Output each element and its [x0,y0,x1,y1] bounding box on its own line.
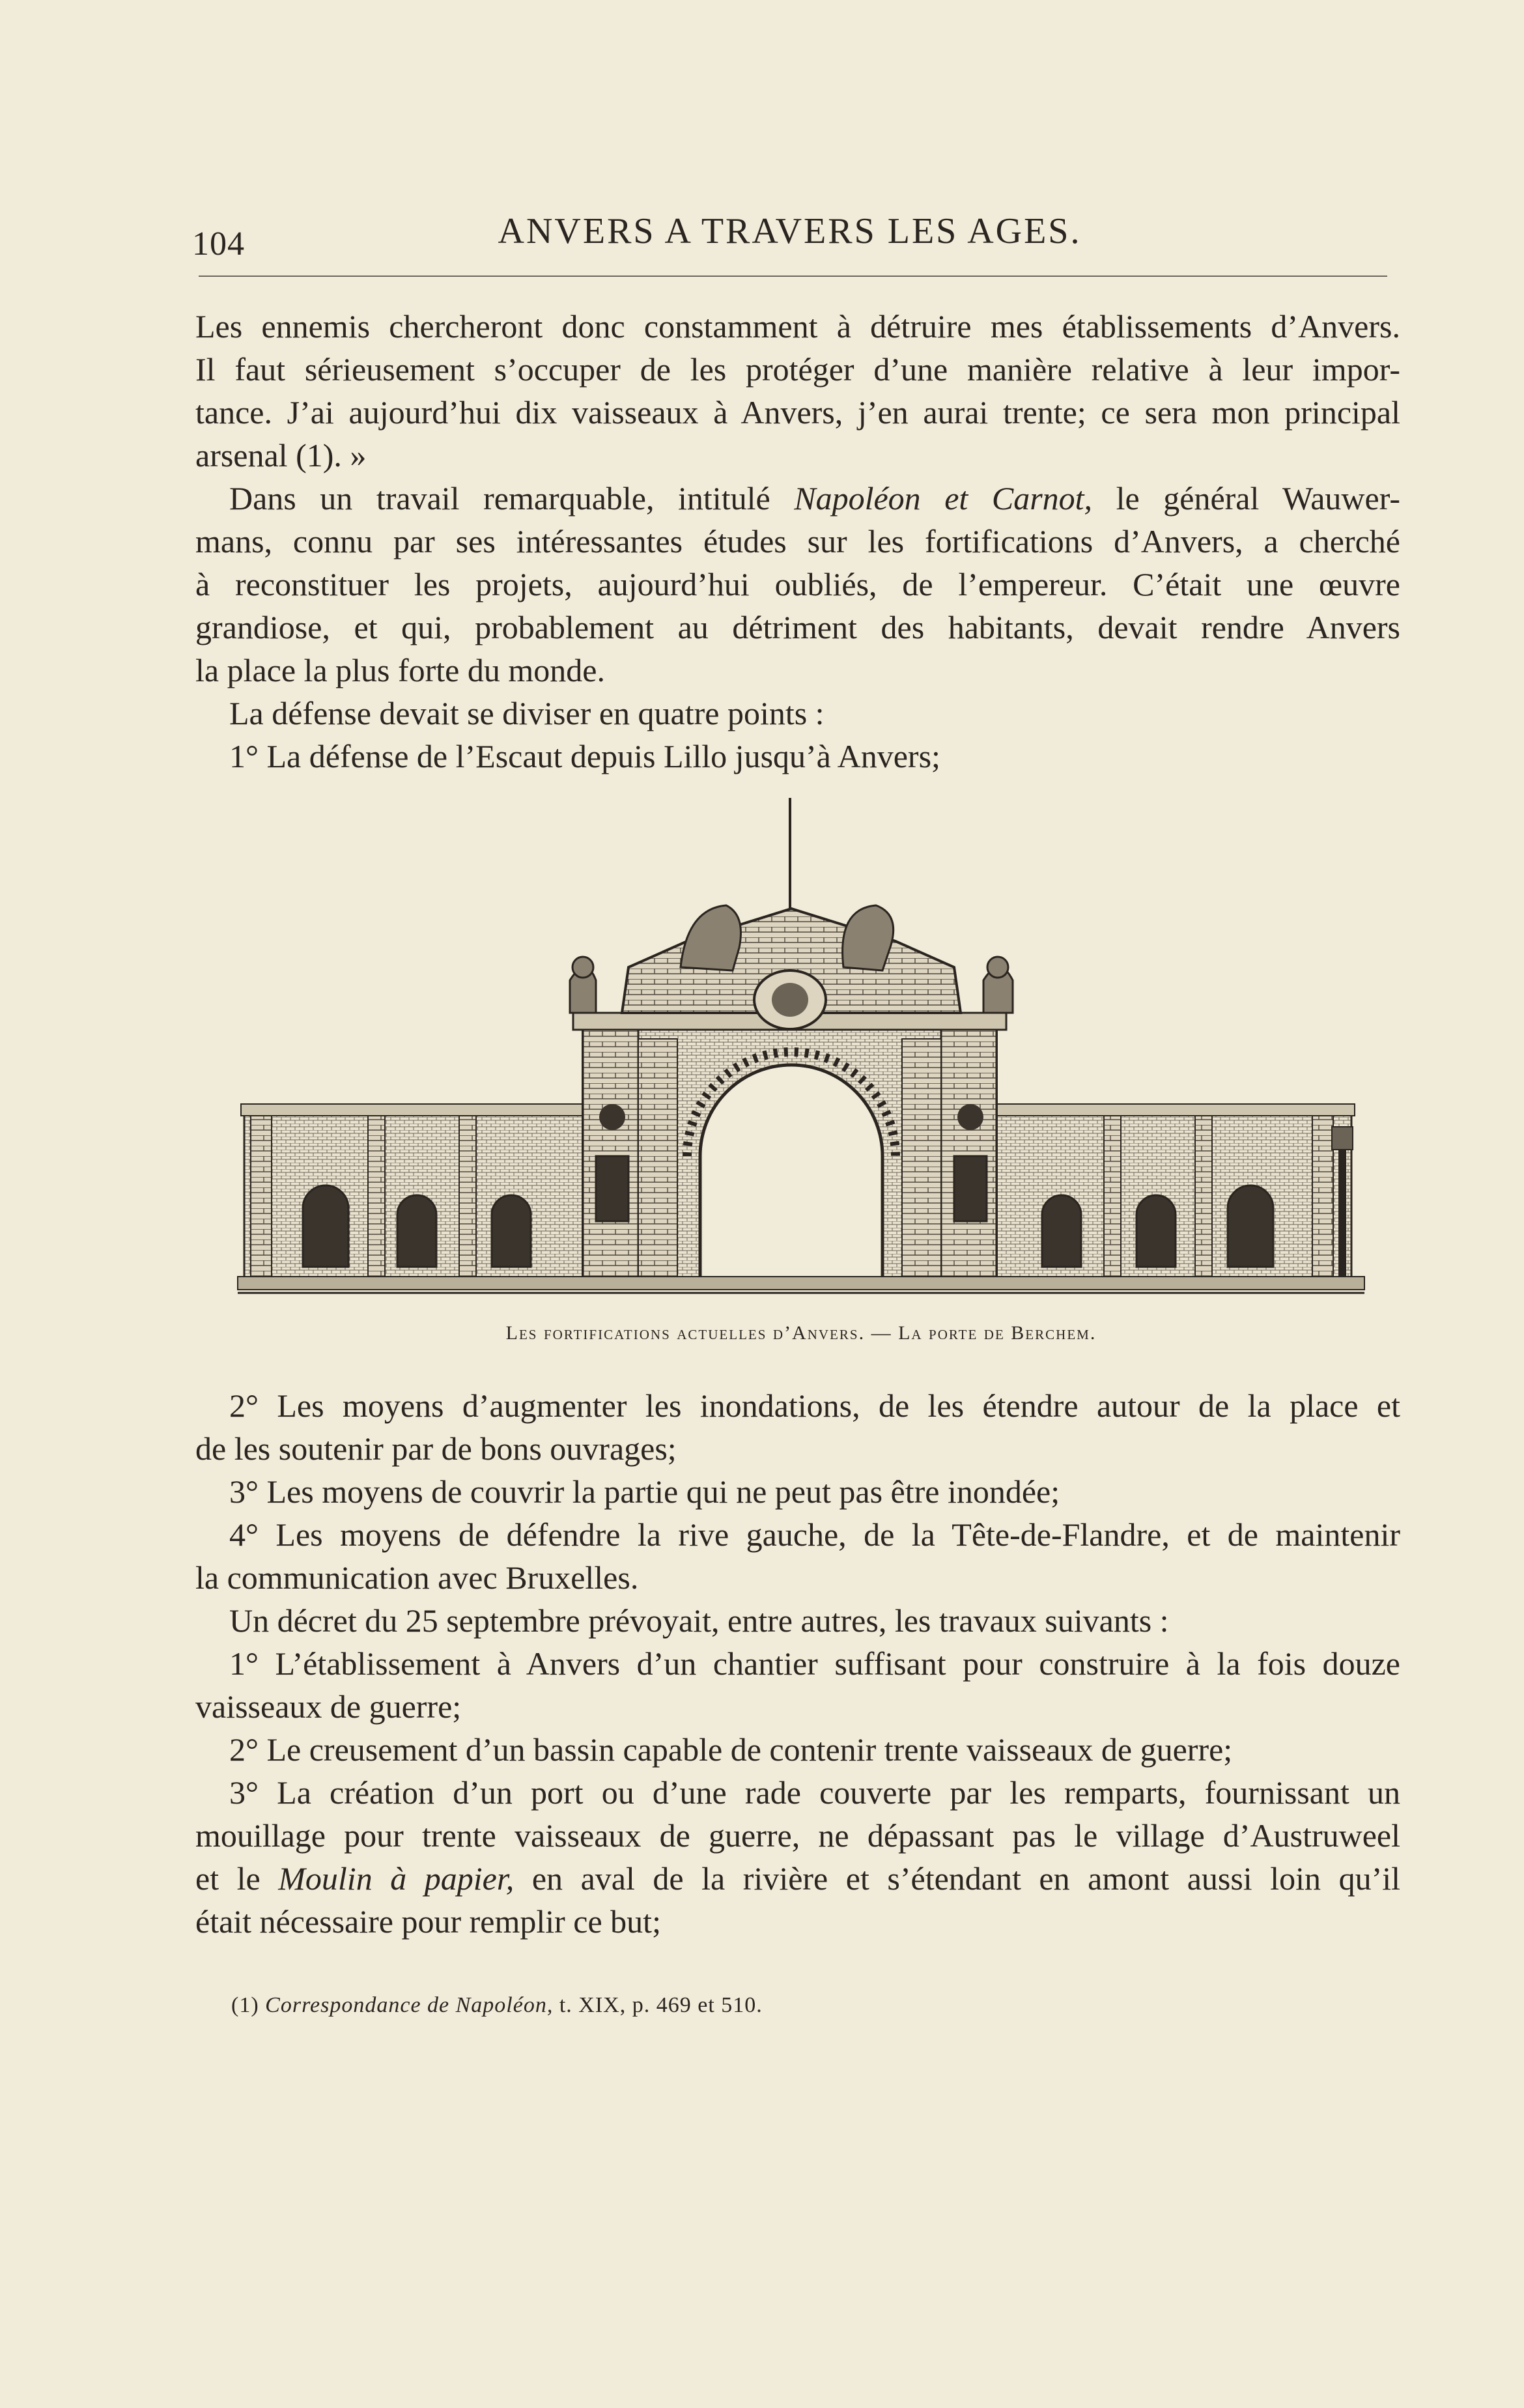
text-line: la communication avec Bruxelles. [195,1559,639,1596]
text-run: le général Wauwer- [1092,480,1400,517]
paragraph-2 [195,477,1400,692]
text-line: Les ennemis chercheront donc constamment à détruire mes établissements d’Anvers. [195,308,1400,345]
text-line: 1° L’établissement à Anvers d’un chantier suffisant pour construire à la fois douze [229,1645,1400,1682]
text-line: 2° Les moyens d’augmenter les inondations, de les étendre autour de la place et [229,1387,1400,1424]
engraving-porte-de-berchem [231,791,1371,1306]
paragraph-3: La défense devait se diviser en quatre points : [229,695,825,731]
text-line: tance. J’ai aujourd’hui dix vaisseaux à Anvers, j’en aurai trente; ce sera mon principal [195,394,1400,431]
paragraph-5 [195,1384,1400,1470]
text-line: vaisseaux de guerre; [195,1688,462,1725]
text-line: de les soutenir par de bons ouvrages; [195,1430,677,1467]
text-line: arsenal (1). » [195,437,367,474]
footnote [231,1993,763,2018]
place-name: Moulin à papier, [278,1860,515,1897]
footnote-title: Correspondance de Napoléon, [265,1993,554,2017]
page-header [192,199,1387,283]
text-line: la place la plus forte du monde. [195,652,605,688]
text-line: mouillage pour trente vaisseaux de guerre, ne dépassant pas le village d’Austruweel [195,1817,1400,1854]
text-line: à reconstituer les projets, aujourd’hui oubliés, de l’empereur. C’était une œuvre [195,566,1400,602]
text-line: grandiose, et qui, probablement au détriment des habitants, devait rendre Anvers [195,609,1400,645]
book-title: Napoléon et Carnot, [794,480,1093,517]
paragraph-1 [195,305,1400,477]
paragraph-9 [195,1642,1400,1728]
text-line: 4° Les moyens de défendre la rive gauche, de la Tête-de-Flandre, et de maintenir [229,1516,1400,1553]
paragraph-7 [195,1513,1400,1599]
running-head: ANVERS A TRAVERS LES AGES. [498,211,1082,251]
text-line: mans, connu par ses intéressantes études sur les fortifications d’Anvers, a cherché [195,523,1400,560]
page-number: 104 [192,225,245,262]
text-line [195,477,1400,520]
figure-caption: Les fortifications actuelles d’Anvers. — La porte de Berchem. [505,1322,1097,1344]
body-text-top [195,305,1400,778]
paragraph-10: 2° Le creusement d’un bassin capable de contenir trente vaisseaux de guerre; [229,1731,1233,1768]
paragraph-6: 3° Les moyens de couvrir la partie qui ne peut pas être inondée; [229,1473,1060,1510]
text-line [195,1857,1400,1900]
text-run: Dans un travail remarquable, intitulé [229,480,795,517]
paragraph-8: Un décret du 25 septembre prévoyait, entre autres, les travaux suivants : [229,1602,1169,1639]
header-rule [199,276,1387,277]
body-text-bottom [195,1384,1400,1943]
gate-illustration [231,791,1371,1306]
footnote-text: t. XIX, p. 469 et 510. [553,1993,763,2017]
text-run: en aval de la rivière et s’étendant en amont aussi loin qu’il [514,1860,1400,1897]
text-line: 3° La création d’un port ou d’une rade couverte par les remparts, fournissant un [229,1774,1400,1811]
text-run: et le [195,1860,279,1897]
paragraph-4: 1° La défense de l’Escaut depuis Lillo jusqu’à Anvers; [229,738,940,774]
text-line: était nécessaire pour remplir ce but; [195,1903,661,1940]
paragraph-11 [195,1771,1400,1943]
footnote-marker: (1) [231,1993,266,2017]
text-line: Il faut sérieusement s’occuper de les protéger d’une manière relative à leur impor- [195,351,1400,388]
